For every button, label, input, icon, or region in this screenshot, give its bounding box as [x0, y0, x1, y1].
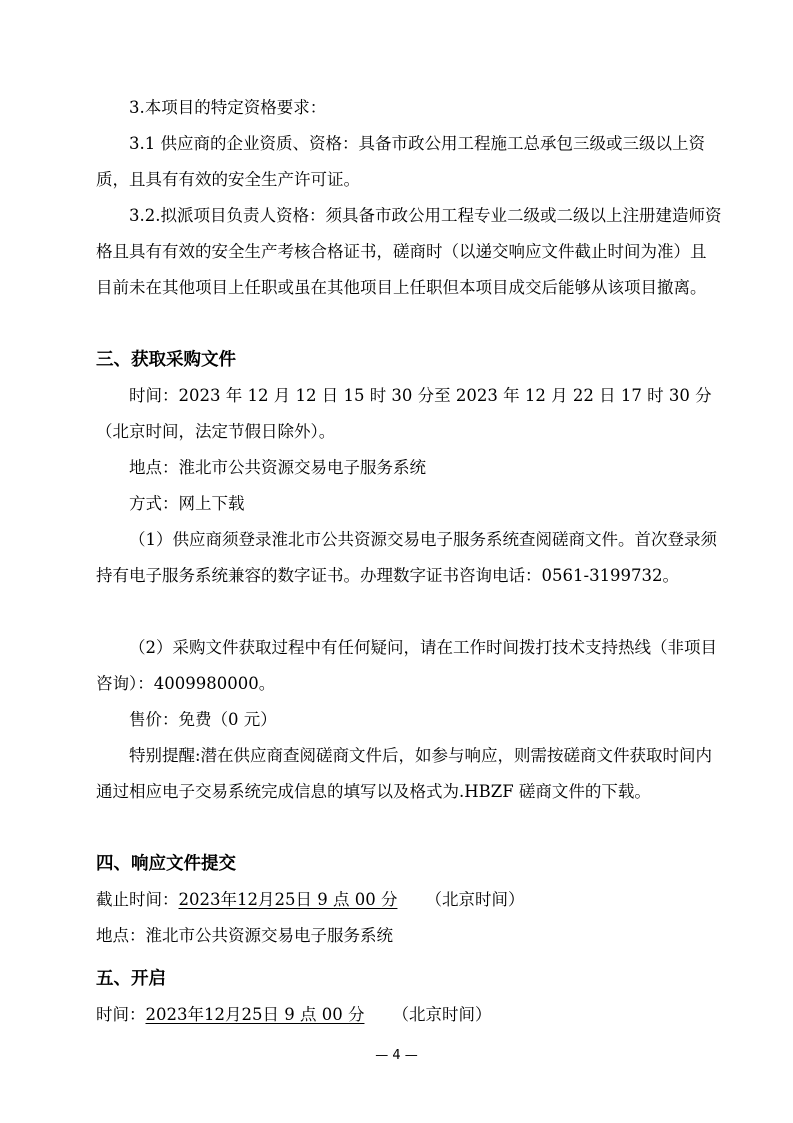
- submission-deadline: [96, 882, 722, 918]
- page-number: — 4 —: [375, 1048, 418, 1063]
- requirements-title: 3.本项目的特定资格要求：: [129, 98, 327, 117]
- special-reminder: 特别提醒:潜在供应商查阅磋商文件后，如参与响应，则需按磋商文件获取时间内通过相应电子交易系统完成信息的填写以及格式为.HBZF 磋商文件的下载。: [96, 746, 713, 801]
- submission-place: 地点：淮北市公共资源交易电子服务系统: [96, 926, 393, 945]
- acquire-note-2: （2）采购文件获取过程中有任何疑问，请在工作时间拨打技术支持热线（非项目咨询）：4009980000。: [96, 638, 717, 693]
- requirement-3-2: 3.2.拟派项目负责人资格：须具备市政公用工程专业二级或二级以上注册建造师资格且具有有效的安全生产考核合格证书，磋商时（以递交响应文件截止时间为准）且目前未在其他项目上任职或虽在其他项目上任职但本项目成交后能够从该项目撤离。: [96, 206, 722, 297]
- requirement-3-1: 3.1 供应商的企业资质、资格：具备市政公用工程施工总承包三级或三级以上资质，且具有有效的安全生产许可证。: [96, 134, 705, 189]
- price: 售价：免费（0 元）: [129, 710, 277, 729]
- section-heading-4: 四、响应文件提交: [96, 854, 236, 874]
- opening-time: [96, 997, 722, 1033]
- deadline-timezone: （北京时间）: [425, 890, 525, 909]
- acquire-place: 地点：淮北市公共资源交易电子服务系统: [129, 458, 426, 477]
- section-heading-3: 三、获取采购文件: [96, 350, 236, 370]
- section-heading-5: 五、开启: [96, 969, 166, 989]
- opening-value: 2023年12月25日 9 点 00 分: [145, 1005, 365, 1024]
- deadline-label: 截止时间：: [96, 890, 179, 909]
- acquire-method: 方式：网上下载: [129, 494, 245, 513]
- deadline-value: 2023年12月25日 9 点 00 分: [178, 890, 398, 909]
- opening-label: 时间：: [96, 1005, 146, 1024]
- opening-timezone: （北京时间）: [392, 1005, 492, 1024]
- acquire-note-1: （1）供应商须登录淮北市公共资源交易电子服务系统查阅磋商文件。首次登录须持有电子服务系统兼容的数字证书。办理数字证书咨询电话：0561-3199732。: [96, 530, 717, 585]
- acquire-time: 时间：2023 年 12 月 12 日 15 时 30 分至 2023 年 12 月 22 日 17 时 30 分（北京时间，法定节假日除外）。: [96, 386, 712, 441]
